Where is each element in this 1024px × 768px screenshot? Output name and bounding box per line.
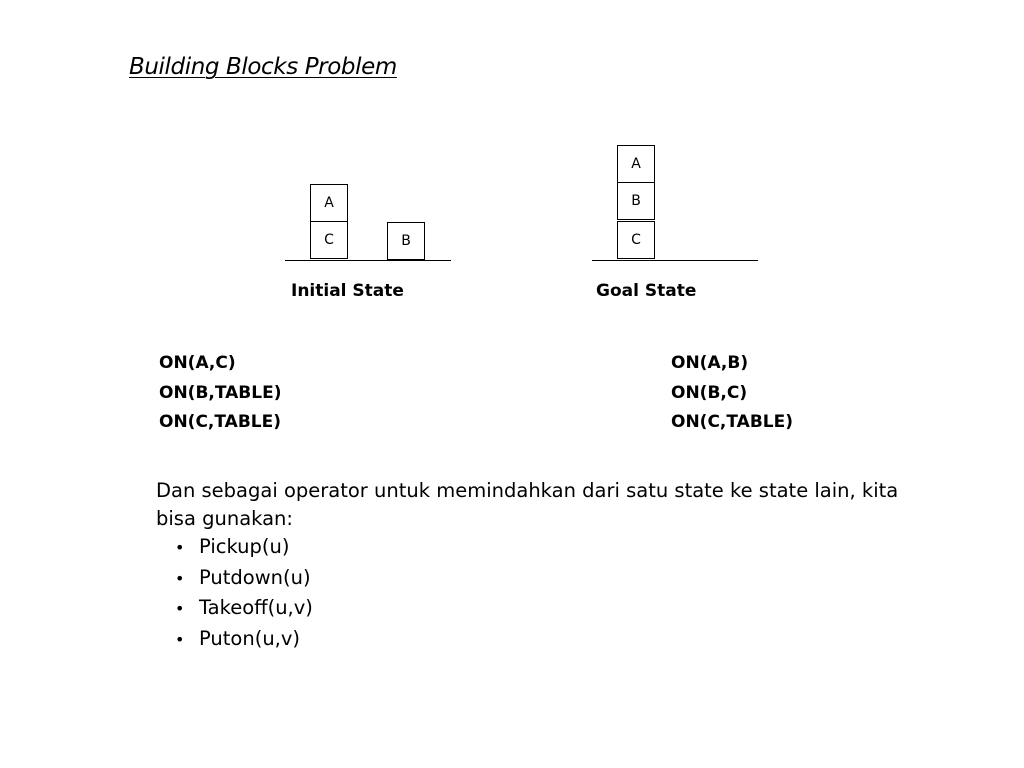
bullet-icon: • xyxy=(175,538,185,557)
bullet-icon: • xyxy=(175,568,185,588)
predicate: ON(B,TABLE) xyxy=(159,382,282,403)
block-c: C xyxy=(310,221,348,259)
goal-predicates-list xyxy=(671,349,793,438)
operator-item xyxy=(175,563,313,594)
operators-intro: Dan sebagai operator untuk memindahkan dari satu state ke state lain, kita bisa gunakan: xyxy=(156,479,899,530)
operators-list xyxy=(175,532,313,654)
predicate: ON(B,C) xyxy=(671,382,748,403)
table-line xyxy=(592,260,758,261)
block-a: A xyxy=(617,145,655,183)
initial-state-caption: Initial State xyxy=(291,281,404,301)
operator-label: Pickup(u) xyxy=(199,535,290,558)
operator-label: Putdown(u) xyxy=(199,565,311,589)
operator-label: Takeoff(u,v) xyxy=(199,596,313,619)
predicate: ON(A,B) xyxy=(671,353,749,373)
block-b: B xyxy=(617,182,655,220)
table-line xyxy=(285,260,451,261)
predicate: ON(C,TABLE) xyxy=(671,412,793,432)
operator-item xyxy=(175,593,313,624)
block-a: A xyxy=(310,184,348,222)
predicate: ON(A,C) xyxy=(159,353,236,373)
slide-title: Building Blocks Problem xyxy=(129,54,397,80)
bullet-icon: • xyxy=(175,629,185,649)
block-c: C xyxy=(617,221,655,259)
predicate: ON(C,TABLE) xyxy=(159,412,281,432)
block-b: B xyxy=(387,222,425,260)
goal-state-caption: Goal State xyxy=(596,281,697,301)
bullet-icon: • xyxy=(175,599,185,618)
operator-item xyxy=(175,532,313,563)
initial-predicates-list xyxy=(159,349,281,438)
operator-label: Puton(u,v) xyxy=(199,626,301,650)
operator-item xyxy=(175,624,313,655)
